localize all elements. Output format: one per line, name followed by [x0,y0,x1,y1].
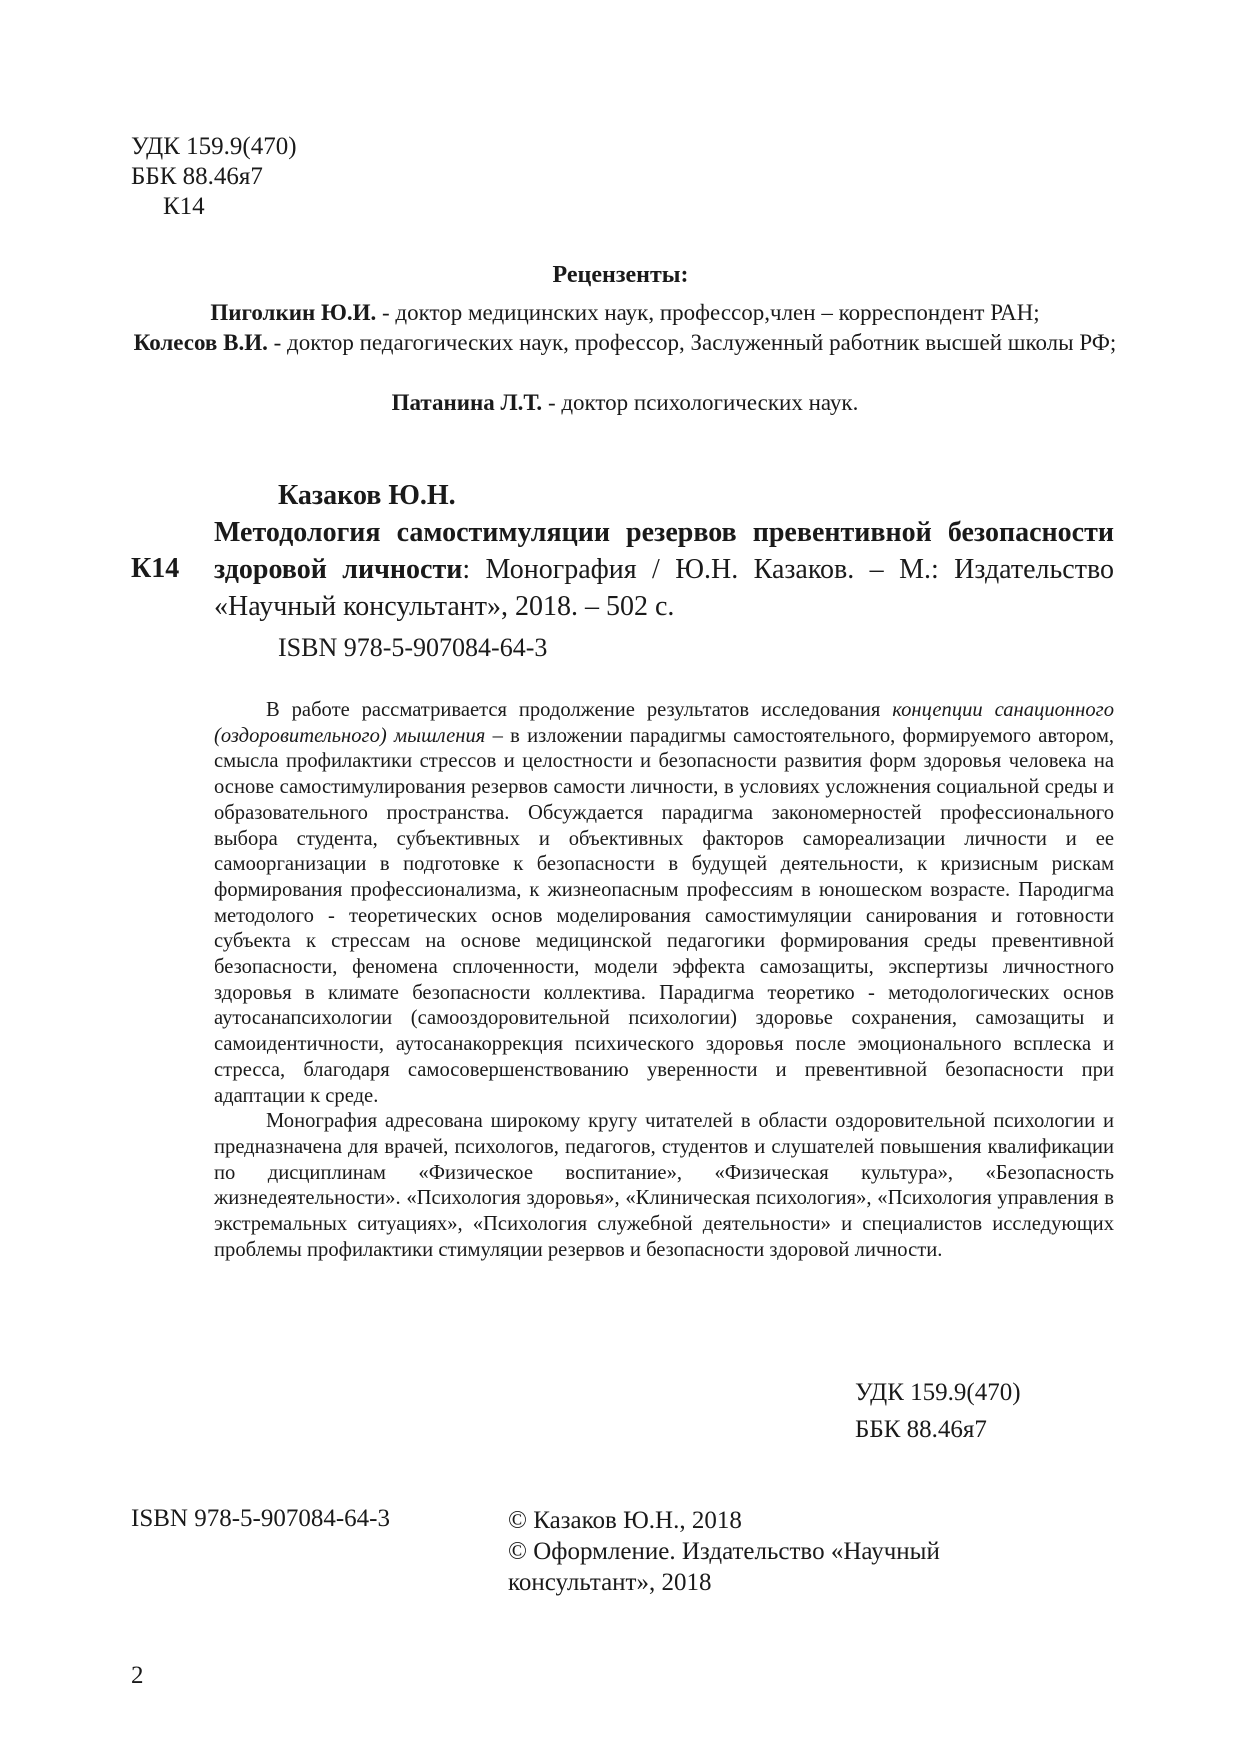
udk-block-bottom [855,1374,1021,1448]
record-isbn: ISBN 978-5-907084-64-3 [278,633,548,662]
bbk-code: ББК 88.46я7 [131,163,263,190]
reviewer-2 [130,328,1120,358]
reviewer-desc: - доктор педагогических наук, профессор, Заслуженный работник высшей школы РФ; [267,330,1117,355]
reviewer-1 [130,298,1120,328]
copyright-block [508,1505,1028,1598]
reviewer-3 [130,388,1120,418]
footer-isbn: ISBN 978-5-907084-64-3 [131,1505,391,1532]
annotation-text: – в изложении парадигмы самостоятельного, формируемого автором, смысла профилактики стрессов и целостности и безопасности развития форм здоровья человека на основе самостимулирования резервов самости личности, в условиях усложнения социальной среды и образовательного пространства. Обсуждается парадигма закономерностей профессионального выбора студента, субъективных и объективных факторов самореализации личности и ее самоорганизации в подготовке к безопасности в будущей деятельности, к кризисным рискам формирования профессионализма, к жизнеопасным профессиям в юношеском возрасте. Пародигма методолого - теоретических основ моделирования самостимуляции санирования и готовности субъекта к стрессам на основе медицинской педагогики формирования среды превентивной безопасности, феномена сплоченности, модели эффекта самозащиты, экспертизы личностного здоровья в климате безопасности коллектива. Парадигма теоретико - методологических основ аутосанапсихологии (самооздоровительной психологии) здоровье сохранения, самозащиты и самоидентичности, аутосанакоррекция психического здоровья после эмоционального всплеска и стресса, благодаря самосовершенствованию уверенности и превентивной безопасности при адаптации к среде. [214,724,1115,1107]
reviewer-desc: - доктор медицинских наук, профессор,член – корреспондент РАН; [376,300,1040,325]
annotation-text: В работе рассматривается продолжение результатов исследования [266,699,893,721]
bbk-code: ББК 88.46я7 [855,1416,987,1443]
annotation-paragraph-1 [214,698,1114,1109]
record-title: Методология самостимуляции резервов превентивной безопасности здоровой личности [214,517,1114,585]
reviewer-desc: - доктор психологических наук. [542,390,859,415]
reviewer-name: Патанина Л.Т. [391,390,543,415]
copyright-design: © Оформление. Издательство «Научный консультант», 2018 [508,1538,940,1596]
record-author: Казаков Ю.Н. [278,480,456,511]
udk-code: УДК 159.9(470) [131,133,297,160]
udk-block-top [131,132,297,222]
record-author-mark: К14 [131,553,180,584]
author-mark: К14 [163,193,205,220]
page-number: 2 [131,1662,144,1689]
udk-code: УДК 159.9(470) [855,1379,1021,1406]
annotation [214,698,1114,1263]
annotation-paragraph-2: Монография адресована широкому кругу читателей в области оздоровительной психологии и предназначена для врачей, психологов, педагогов, студентов и слушателей повышения квалификации по дисциплинам «Физическое воспитание», «Физическая культура», «Безопасность жизнедеятельности». «Психология здоровья», «Клиническая психология», «Психология управления в экстремальных ситуациях», «Психология служебной деятельности» и специалистов исследующих проблемы профилактики стимуляции резервов и безопасности здоровой личности. [214,1110,1114,1261]
reviewers-title: Рецензенты: [552,262,689,288]
reviewer-name: Пиголкин Ю.И. [210,300,377,325]
record-publication: : Монография / Ю.Н. Казаков. – М.: Издательство «Научный консультант», 2018. – 502 с. [214,554,1114,622]
record-description [214,514,1114,625]
reviewer-name: Колесов В.И. [133,330,268,355]
annotation-italic: концепции санационного (оздоровительного) мышления [214,699,1114,747]
copyright-author: © Казаков Ю.Н., 2018 [508,1507,742,1534]
